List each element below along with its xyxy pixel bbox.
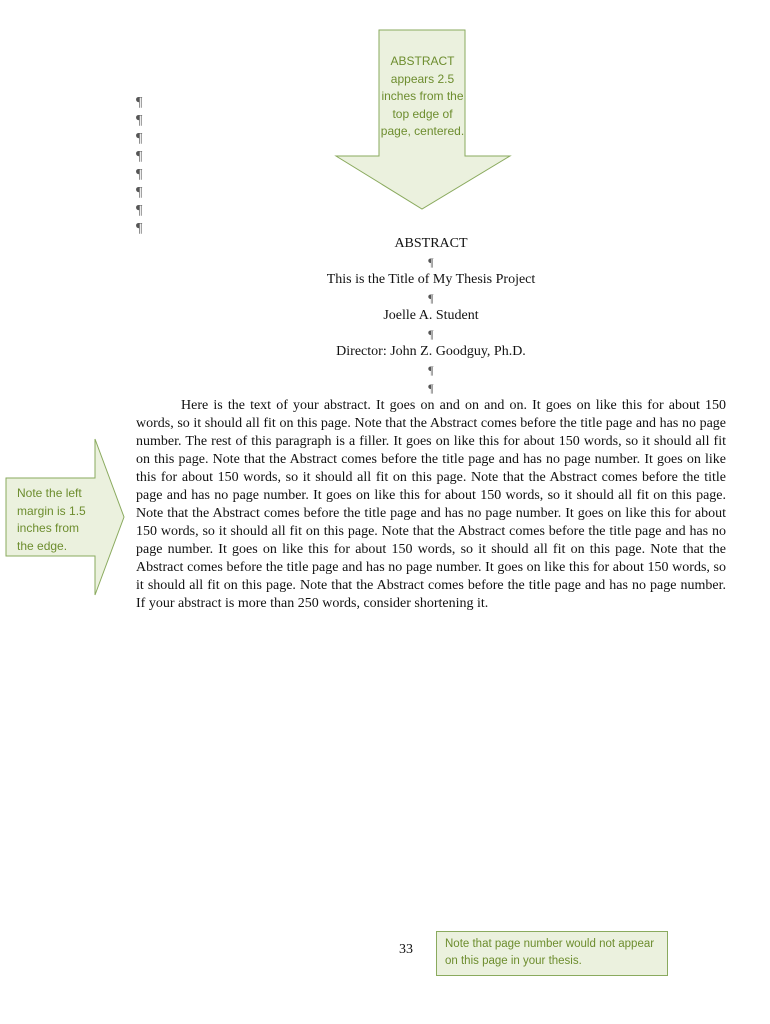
paragraph-mark: ¶	[136, 113, 143, 128]
margin-paragraph-marks	[136, 94, 148, 238]
paragraph-mark: ¶	[136, 221, 143, 236]
paragraph-mark: ¶	[136, 95, 143, 110]
paragraph-mark: ¶	[428, 363, 434, 377]
abstract-heading: ABSTRACT	[394, 236, 468, 251]
page-number-note-callout: Note that page number would not appear on this page in your thesis.	[436, 931, 668, 976]
paragraph-mark: ¶	[428, 291, 434, 305]
abstract-header-block	[136, 235, 726, 397]
paragraph-mark: ¶	[136, 185, 143, 200]
paragraph-mark: ¶	[136, 149, 143, 164]
director-line: Director: John Z. Goodguy, Ph.D.	[336, 344, 526, 359]
top-arrow-callout-text: ABSTRACT appears 2.5 inches from the top edge of page, centered.	[380, 54, 465, 138]
paragraph-mark: ¶	[136, 203, 143, 218]
abstract-body-paragraph: Here is the text of your abstract. It goes on and on and on. It goes on like this for about 150 words, so it should all fit on this page. Note that the Abstract comes before the title page and has no page number. The rest of this paragraph is a filler. It goes on like this for about 150 words, so it should all fit on this page. Note that the Abstract comes before the title page and has no page number. It goes on like this for about 150 words, so it should all fit on this page. Note that the Abstract comes before the title page and has no page number. It goes on like this for about 150 words, so it should all fit on this page. Note that the Abstract comes before the title page and has no page number. It goes on like this for about 150 words, so it should all fit on this page. Note that the Abstract comes before the title page and has no page number. It goes on like this for about 150 words, so it should all fit on this page. Note that the Abstract comes before the title page and has no page number. It goes on like this for about 150 words, so it should all fit on this page. Note that the Abstract comes before the title page and has no page number. If your abstract is more than 250 words, consider shortening it.	[136, 398, 726, 611]
paragraph-mark: ¶	[428, 255, 434, 269]
author-name: Joelle A. Student	[383, 308, 479, 323]
thesis-title: This is the Title of My Thesis Project	[326, 272, 536, 287]
paragraph-mark: ¶	[136, 131, 143, 146]
paragraph-mark: ¶	[428, 381, 434, 395]
page-number: 33	[399, 942, 413, 957]
left-arrow-callout-text: Note the left margin is 1.5 inches from the edge.	[17, 486, 86, 553]
paragraph-mark: ¶	[428, 327, 434, 341]
paragraph-mark: ¶	[136, 167, 143, 182]
